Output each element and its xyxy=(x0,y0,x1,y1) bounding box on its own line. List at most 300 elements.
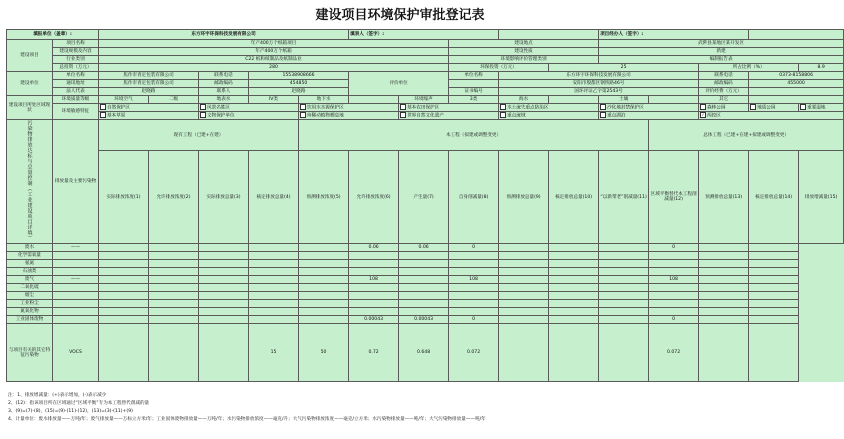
value-cell[interactable]: 0.06 xyxy=(349,244,399,252)
value-cell[interactable] xyxy=(499,308,549,316)
eval-unit-label: 单位名称 xyxy=(449,72,499,80)
value-cell[interactable] xyxy=(499,324,549,382)
table-row xyxy=(7,268,844,276)
check-grassland[interactable]: 基本草原 xyxy=(99,112,199,120)
checkbox-icon xyxy=(400,104,406,110)
builder-legal-label: 法人代表 xyxy=(53,88,99,96)
value-cell[interactable]: 0 xyxy=(449,316,499,324)
value-cell[interactable] xyxy=(249,252,299,260)
builder-post-label: 邮政编码 xyxy=(199,80,249,88)
table-row xyxy=(7,260,844,268)
value-cell[interactable] xyxy=(249,268,299,276)
env-invest: 25 xyxy=(549,64,699,72)
value-cell[interactable] xyxy=(449,308,499,316)
handler-label: 项目经办人（签字）: xyxy=(599,30,749,40)
value-cell[interactable] xyxy=(749,300,799,308)
value-cell[interactable] xyxy=(599,308,649,316)
value-cell[interactable] xyxy=(199,252,249,260)
soil-label: 土壤 xyxy=(599,96,649,104)
air-grade: 二级 xyxy=(149,96,199,104)
table-row xyxy=(7,292,844,300)
table-row xyxy=(7,252,844,260)
checkbox-icon xyxy=(300,104,306,110)
eval-phone: 0373-8158806 xyxy=(749,72,844,80)
value-cell[interactable] xyxy=(99,292,149,300)
registration-form-table xyxy=(6,29,844,382)
value-cell[interactable] xyxy=(749,260,799,268)
checkbox-checked-icon: ✓ xyxy=(701,112,705,118)
check-lake[interactable]: 重点湖泊 xyxy=(599,112,699,120)
check-farmland[interactable]: 基本农田保护区 xyxy=(399,104,499,112)
value-cell[interactable] xyxy=(299,276,349,284)
builder-unit: 焦作市青定包装有限公司 xyxy=(99,72,199,80)
builder-post: 454850 xyxy=(249,80,349,88)
sea-grade xyxy=(549,96,599,104)
sea-label: 海水 xyxy=(499,96,549,104)
value-cell[interactable] xyxy=(399,308,449,316)
check-river-basin[interactable]: 重点流域 xyxy=(499,112,599,120)
value-cell[interactable] xyxy=(699,284,749,292)
project-scale: 年产400万个纸箱 xyxy=(99,48,449,56)
value-cell[interactable]: 0.072 xyxy=(449,324,499,382)
value-cell[interactable] xyxy=(699,292,749,300)
column-header: 允许排放浓度(6) xyxy=(349,151,399,244)
value-cell[interactable] xyxy=(599,284,649,292)
value-cell[interactable] xyxy=(149,284,199,292)
pollutant-name: 化学需氧量 xyxy=(7,252,53,260)
value-cell[interactable] xyxy=(299,260,349,268)
pollutant-name: 废水 xyxy=(7,244,53,252)
value-cell[interactable] xyxy=(699,276,749,284)
scale-label: 建设规模及内容 xyxy=(53,48,99,56)
eval-cert-label: 证书编号 xyxy=(449,88,499,96)
value-cell[interactable] xyxy=(53,260,99,268)
section-environment: 建设项目所处区域现状 xyxy=(7,96,53,120)
value-cell[interactable] xyxy=(649,300,699,308)
column-header: 产生量(7) xyxy=(399,151,449,244)
value-cell[interactable] xyxy=(449,300,499,308)
value-cell[interactable] xyxy=(99,276,149,284)
column-header: 预测排放总量(13) xyxy=(699,151,749,244)
column-header: 预测排放总量(9) xyxy=(499,151,549,244)
value-cell[interactable] xyxy=(749,284,799,292)
value-cell[interactable] xyxy=(449,292,499,300)
pollutant-name: 氮氧化物 xyxy=(7,308,53,316)
value-cell[interactable] xyxy=(349,268,399,276)
other-label: 其它 xyxy=(699,96,749,104)
table-row xyxy=(7,284,844,292)
value-cell[interactable] xyxy=(699,324,749,382)
eval-post-label: 邮政编码 xyxy=(699,80,749,88)
value-cell[interactable] xyxy=(399,252,449,260)
page-title: 建设项目环境保护审批登记表 xyxy=(315,8,485,23)
eval-fee xyxy=(749,88,844,96)
pollutant-name: 工业固体废物 xyxy=(7,316,53,324)
ratio-label: 所占比例（%） xyxy=(699,64,799,72)
value-cell[interactable] xyxy=(399,260,449,268)
checkbox-icon xyxy=(200,112,206,118)
value-cell[interactable] xyxy=(53,300,99,308)
special-pollutant-label: 与项目有关的其它特征污染物 xyxy=(7,324,53,382)
value-cell[interactable] xyxy=(149,308,199,316)
soil-grade xyxy=(649,96,699,104)
value-cell[interactable] xyxy=(649,268,699,276)
value-cell[interactable] xyxy=(699,260,749,268)
column-header: 实际排放总量(3) xyxy=(199,151,249,244)
total-invest: 280 xyxy=(99,64,449,72)
pollutant-name: 工业粉尘 xyxy=(7,300,53,308)
checkbox-icon xyxy=(500,112,506,118)
value-cell[interactable]: 0.00043 xyxy=(399,316,449,324)
value-cell[interactable] xyxy=(749,268,799,276)
value-cell[interactable] xyxy=(99,284,149,292)
value-cell[interactable] xyxy=(499,252,549,260)
value-cell[interactable] xyxy=(299,252,349,260)
value-cell[interactable] xyxy=(299,284,349,292)
eval-cert: 国环评证乙字第2543号 xyxy=(499,88,699,96)
checkbox-icon xyxy=(600,112,606,118)
value-cell[interactable] xyxy=(249,308,299,316)
value-cell[interactable] xyxy=(449,268,499,276)
builder-phone-label: 联系电话 xyxy=(199,72,249,80)
value-cell[interactable]: 0 xyxy=(649,244,699,252)
value-cell[interactable]: 0.648 xyxy=(399,324,449,382)
value-cell[interactable] xyxy=(499,284,549,292)
value-cell[interactable] xyxy=(749,292,799,300)
existing-header: 现有工程（已建+在建） xyxy=(99,120,299,151)
value-cell[interactable] xyxy=(249,292,299,300)
total-invest-label: 总投资（万元） xyxy=(53,64,99,72)
value-cell[interactable] xyxy=(499,244,549,252)
column-header: 自身削减量(8) xyxy=(449,151,499,244)
value-cell[interactable] xyxy=(299,308,349,316)
emissions-item-header: 排放量及主要污染物 xyxy=(53,120,99,244)
value-cell[interactable] xyxy=(399,300,449,308)
value-cell[interactable] xyxy=(199,300,249,308)
value-cell[interactable] xyxy=(199,244,249,252)
value-cell[interactable]: 0.072 xyxy=(649,324,699,382)
value-cell[interactable] xyxy=(599,268,649,276)
value-cell[interactable] xyxy=(149,324,199,382)
checkbox-icon xyxy=(800,104,806,110)
other-grade xyxy=(749,96,844,104)
value-cell[interactable] xyxy=(199,276,249,284)
check-habitat[interactable]: 珍稀动植物栖息地 xyxy=(299,112,399,120)
value-cell[interactable] xyxy=(199,292,249,300)
check-cultural-relic[interactable]: 文物保护单位 xyxy=(199,112,299,120)
value-cell[interactable] xyxy=(99,268,149,276)
value-cell[interactable] xyxy=(199,316,249,324)
value-cell[interactable]: 0.72 xyxy=(349,324,399,382)
value-cell[interactable] xyxy=(299,244,349,252)
value-cell[interactable] xyxy=(749,276,799,284)
value-cell[interactable] xyxy=(399,268,449,276)
eia-mgmt-label: 环境影响评价管理类别 xyxy=(449,56,599,64)
surface-label: 地表水 xyxy=(199,96,249,104)
column-header: “以新带老”削减量(11) xyxy=(599,151,649,244)
check-nature-reserve[interactable]: 自然保护区 xyxy=(99,104,199,112)
value-cell[interactable] xyxy=(599,276,649,284)
value-cell[interactable] xyxy=(149,252,199,260)
builder-legal: 赵晓路 xyxy=(99,88,199,96)
industry-label: 行业类别 xyxy=(53,56,99,64)
checkbox-icon xyxy=(100,104,106,110)
project-site: 武陟县某地区某开发区 xyxy=(599,40,844,48)
note-line: 注：1、排放增减量：(+)表示增加，(-)表示减少 xyxy=(8,393,107,398)
section-project: 建设项目 xyxy=(7,40,53,72)
value-cell[interactable] xyxy=(599,260,649,268)
table-row xyxy=(7,244,844,252)
check-two-control[interactable]: ✓ 两控区 xyxy=(699,112,844,120)
value-cell[interactable] xyxy=(499,276,549,284)
value-cell[interactable] xyxy=(499,260,549,268)
column-header: 核定排放总量(14) xyxy=(749,151,799,244)
value-cell[interactable] xyxy=(99,316,149,324)
value-cell[interactable] xyxy=(499,300,549,308)
check-scenic-area[interactable]: 风景名胜区 xyxy=(199,104,299,112)
value-cell[interactable] xyxy=(549,308,599,316)
value-cell[interactable] xyxy=(549,276,599,284)
value-cell[interactable] xyxy=(249,284,299,292)
value-cell[interactable] xyxy=(649,260,699,268)
value-cell[interactable] xyxy=(99,244,149,252)
check-desert[interactable]: 沙化地封禁保护区 xyxy=(599,104,699,112)
check-world-heritage[interactable]: 世界自然文化遗产 xyxy=(399,112,499,120)
check-water-source[interactable]: 饮用水水源保护区 xyxy=(299,104,399,112)
value-cell[interactable] xyxy=(499,292,549,300)
value-cell[interactable] xyxy=(99,300,149,308)
total-header: 总体工程（已建+在建+拟建或调整变更） xyxy=(649,120,844,151)
value-cell[interactable] xyxy=(699,300,749,308)
value-cell[interactable] xyxy=(749,244,799,252)
value-cell[interactable] xyxy=(499,316,549,324)
notes xyxy=(8,392,788,424)
unit-label: 填报单位（盖章）: xyxy=(7,30,99,40)
value-cell[interactable] xyxy=(349,308,399,316)
value-cell[interactable]: 108 xyxy=(449,276,499,284)
check-forest-park[interactable]: 森林公园 xyxy=(699,104,749,112)
value-cell[interactable] xyxy=(53,268,99,276)
value-cell[interactable] xyxy=(399,276,449,284)
value-cell[interactable] xyxy=(299,268,349,276)
eia-mgmt: 编制报告表 xyxy=(599,56,844,64)
check-wetland[interactable]: 重要湿地 xyxy=(799,104,844,112)
value-cell[interactable] xyxy=(599,316,649,324)
value-cell[interactable] xyxy=(749,252,799,260)
value-cell[interactable] xyxy=(149,292,199,300)
value-cell[interactable]: 0 xyxy=(649,316,699,324)
builder-unit-label: 单位名称 xyxy=(53,72,99,80)
value-cell[interactable]: 0 xyxy=(449,244,499,252)
value-cell[interactable] xyxy=(149,300,199,308)
invest-ratio: 8.9 xyxy=(799,64,844,72)
checkbox-icon xyxy=(400,112,406,118)
ground-label: 地下水 xyxy=(299,96,349,104)
checkbox-icon xyxy=(600,104,606,110)
value-cell[interactable] xyxy=(249,316,299,324)
section-evaluator: 评价单位 xyxy=(349,72,449,96)
value-cell[interactable] xyxy=(99,308,149,316)
checkbox-icon xyxy=(100,112,106,118)
value-cell[interactable] xyxy=(149,260,199,268)
pollutant-name: 废气 xyxy=(7,276,53,284)
value-cell[interactable] xyxy=(649,252,699,260)
pollutant-name: 烟尘 xyxy=(7,292,53,300)
check-soil-erosion[interactable]: 水土流失重点防治区 xyxy=(499,104,599,112)
value-cell[interactable] xyxy=(699,268,749,276)
value-cell[interactable] xyxy=(749,308,799,316)
value-cell[interactable] xyxy=(649,292,699,300)
table-row xyxy=(7,316,844,324)
value-cell[interactable]: 0.00043 xyxy=(349,316,399,324)
value-cell[interactable] xyxy=(149,244,199,252)
value-cell[interactable] xyxy=(699,308,749,316)
emissions-side-label: 污染物排放达标与总量控制（工业建设项目详填） xyxy=(7,120,53,244)
value-cell[interactable]: —— xyxy=(53,276,99,284)
value-cell[interactable] xyxy=(599,300,649,308)
value-cell[interactable] xyxy=(249,244,299,252)
value-cell[interactable] xyxy=(599,244,649,252)
value-cell[interactable] xyxy=(699,252,749,260)
value-cell[interactable] xyxy=(53,252,99,260)
value-cell[interactable] xyxy=(549,300,599,308)
value-cell[interactable] xyxy=(549,244,599,252)
value-cell[interactable] xyxy=(649,308,699,316)
value-cell[interactable] xyxy=(349,260,399,268)
builder-contact-label: 联系人 xyxy=(199,88,249,96)
column-header: 核定排放总量(10) xyxy=(549,151,599,244)
value-cell[interactable] xyxy=(549,260,599,268)
value-cell[interactable]: 15 xyxy=(249,324,299,382)
value-cell[interactable] xyxy=(549,284,599,292)
value-cell[interactable] xyxy=(349,300,399,308)
value-cell[interactable] xyxy=(149,268,199,276)
table-row xyxy=(7,308,844,316)
project-nature: 新建 xyxy=(599,48,844,56)
name-label: 项目名称 xyxy=(53,40,99,48)
value-cell[interactable] xyxy=(449,284,499,292)
sensitivity-label: 环境敏感特征 xyxy=(53,104,99,120)
note-line: 4、计量单位：废水排放量——万吨/年；废气排放量——万标立方米/年；工业固体废物排放量——万吨/年；水污染物排放浓度——毫克/升；大气污染物排放浓度——毫克/立方米；水污染物排放量——吨/年；大气污染物排放量——吨/年 xyxy=(8,417,486,422)
value-cell[interactable] xyxy=(549,316,599,324)
column-header: 核定排放总量(4) xyxy=(249,151,299,244)
value-cell[interactable] xyxy=(99,252,149,260)
noise-grade: 3类 xyxy=(449,96,499,104)
value-cell[interactable] xyxy=(199,308,249,316)
value-cell[interactable] xyxy=(299,316,349,324)
value-cell[interactable] xyxy=(99,260,149,268)
value-cell[interactable] xyxy=(699,244,749,252)
value-cell[interactable] xyxy=(549,292,599,300)
column-header: 允许排放浓度(2) xyxy=(149,151,199,244)
value-cell[interactable] xyxy=(249,300,299,308)
project-industry: C22 纸和纸制品及纸制品业 xyxy=(99,56,449,64)
value-cell[interactable] xyxy=(249,260,299,268)
noise-label: 环境噪声 xyxy=(399,96,449,104)
eval-unit: 东方环宇环保科技发展有限公司 xyxy=(499,72,699,80)
value-cell[interactable] xyxy=(249,276,299,284)
builder-addr: 焦作市青定包装有限公司 xyxy=(99,80,199,88)
section-builder: 建设单位 xyxy=(7,72,53,96)
value-cell[interactable] xyxy=(399,284,449,292)
value-cell[interactable] xyxy=(53,284,99,292)
builder-addr-label: 通讯地址 xyxy=(53,80,99,88)
value-cell[interactable] xyxy=(549,324,599,382)
value-cell[interactable] xyxy=(599,324,649,382)
value-cell[interactable] xyxy=(53,316,99,324)
check-geo-park[interactable]: 地质公园 xyxy=(749,104,799,112)
value-cell[interactable] xyxy=(449,260,499,268)
value-cell[interactable] xyxy=(299,292,349,300)
value-cell[interactable]: —— xyxy=(53,244,99,252)
table-row xyxy=(7,300,844,308)
value-cell[interactable] xyxy=(499,268,549,276)
column-header: 排放增减量(15) xyxy=(799,151,844,244)
builder-contact: 赵晓路 xyxy=(249,88,349,96)
value-cell[interactable] xyxy=(599,252,649,260)
filler-label: 填表人（签字）: xyxy=(349,30,499,40)
value-cell[interactable] xyxy=(53,308,99,316)
value-cell[interactable] xyxy=(199,268,249,276)
value-cell[interactable] xyxy=(349,252,399,260)
pollutant-name: 二氧化硫 xyxy=(7,284,53,292)
checkbox-icon xyxy=(700,104,706,110)
eval-addr: 安阳市殷都区钢铁路46号 xyxy=(499,80,699,88)
value-cell[interactable] xyxy=(549,252,599,260)
value-cell[interactable] xyxy=(449,252,499,260)
value-cell[interactable] xyxy=(199,284,249,292)
value-cell[interactable] xyxy=(349,292,399,300)
value-cell[interactable] xyxy=(599,292,649,300)
value-cell[interactable] xyxy=(649,284,699,292)
eval-fee-label: 评价经费（万元） xyxy=(699,88,749,96)
value-cell[interactable] xyxy=(399,292,449,300)
env-invest-label: 环保投资（万元） xyxy=(449,64,549,72)
builder-phone: 15538908666 xyxy=(249,72,349,80)
checkbox-icon xyxy=(300,112,306,118)
value-cell[interactable] xyxy=(749,316,799,324)
value-cell[interactable] xyxy=(53,292,99,300)
value-cell[interactable] xyxy=(199,324,249,382)
value-cell[interactable]: 50 xyxy=(299,324,349,382)
value-cell[interactable] xyxy=(749,324,799,382)
surface-grade: IV类 xyxy=(249,96,299,104)
column-header: 预测排放浓度(5) xyxy=(299,151,349,244)
value-cell[interactable]: 0.06 xyxy=(399,244,449,252)
value-cell[interactable] xyxy=(299,300,349,308)
value-cell[interactable] xyxy=(699,316,749,324)
nature-label: 建设性质 xyxy=(449,48,599,56)
value-cell[interactable] xyxy=(549,268,599,276)
site-label: 建设地点 xyxy=(449,40,599,48)
value-cell[interactable] xyxy=(149,276,199,284)
value-cell[interactable] xyxy=(99,324,149,382)
project-name: 年产400万个纸箱项目 xyxy=(99,40,449,48)
checkbox-icon xyxy=(750,104,756,110)
value-cell[interactable]: 108 xyxy=(349,276,399,284)
checkbox-icon xyxy=(500,104,506,110)
current-header: 本工程（拟建或调整变更） xyxy=(299,120,649,151)
column-header: 实际排放浓度(1) xyxy=(99,151,149,244)
value-cell[interactable]: 108 xyxy=(649,276,699,284)
table-row xyxy=(7,276,844,284)
value-cell[interactable] xyxy=(199,260,249,268)
special-pollutant-name[interactable]: VOCS xyxy=(53,324,99,382)
value-cell[interactable] xyxy=(349,284,399,292)
value-cell[interactable] xyxy=(149,316,199,324)
note-line: 3、(9)=(7)-(8)，(15)=(9)-(11)-(12)，(13)=(3)-(11)+(9) xyxy=(8,409,133,414)
column-header: 区域平衡替代本工程削减量(12) xyxy=(649,151,699,244)
